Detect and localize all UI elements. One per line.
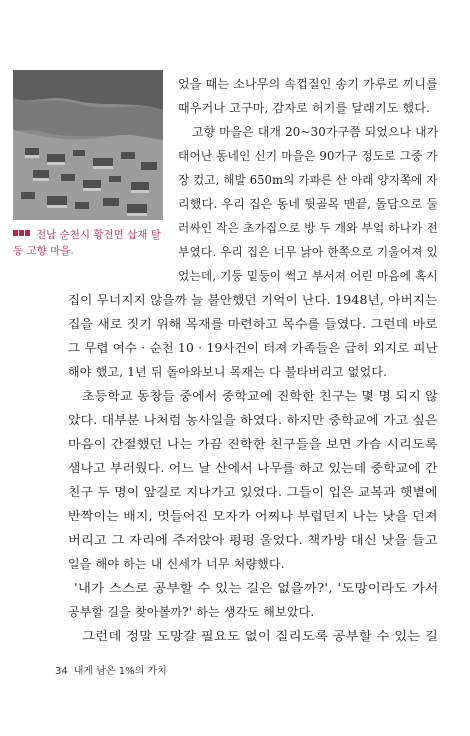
text-line: 공부할 길을 찾아볼까?' 하는 생각도 해보았다.: [68, 605, 315, 619]
text-line: 반짝이는 배지, 멋들어진 모자가 어찌나 부럽던지 나는 낫을 던져: [68, 509, 438, 523]
page-footer: [55, 662, 173, 677]
text-line: 장 컸고, 해발 650m의 가파른 산 아래 양지쪽에 자: [178, 173, 438, 187]
text-line: 었을 때는 소나무의 속껍질인 송기 가루로 끼니를: [178, 77, 438, 91]
text-line: 고향 마을은 대개 20~30가구쯤 되었으나 내가: [192, 125, 439, 139]
text-line: 집이 무너지지 않을까 늘 불안했던 기억이 난다. 1948년, 아버지는: [68, 293, 438, 307]
text-line: 초등학교 동창들 중에서 중학교에 진학한 친구는 몇 명 되지 않: [82, 389, 438, 403]
text-line: 해야 했고, 1년 뒤 돌아와보니 목재는 다 불타버리고 없었다.: [68, 365, 388, 379]
text-line: 그런데 정말 도망갈 필요도 없이 질리도록 공부할 수 있는 길: [82, 629, 439, 643]
text-line: 때우거나 고구마, 감자로 허기를 달래기도 했다.: [178, 101, 431, 115]
text-line: 샘나고 부러웠다. 어느 날 산에서 나무를 하고 있는데 중학교에 간: [68, 461, 438, 475]
text-line: 친구 두 명이 앞길로 지나가고 있었다. 그들이 입은 교복과 햇볕에: [68, 485, 438, 499]
text-line: 리했다. 우리 집은 동네 뒷골목 맨끝, 돌담으로 둘: [178, 197, 439, 211]
text-line: 마음이 간절했던 나는 가끔 진학한 친구들을 보면 가슴 시리도록: [68, 437, 438, 451]
text-line: 러싸인 작은 초가집으로 방 두 개와 부엌 하나가 전: [178, 221, 438, 235]
text-line: 부였다. 우리 집은 너무 낡아 한쪽으로 기울어져 있: [178, 245, 438, 259]
text-line: 버리고 그 자리에 주저앉아 펑펑 울었다. 책가방 대신 낫을 들고: [68, 533, 438, 547]
text-line: 집을 새로 짓기 위해 목재를 마련하고 목수를 들였다. 그런데 바로: [68, 317, 438, 331]
text-line: 일을 해야 하는 내 신세가 너무 처량했다.: [68, 557, 285, 571]
text-line: 었는데, 기둥 밑둥이 썩고 부서져 어린 마음에 혹시: [178, 269, 438, 283]
text-line: 태어난 동네인 신기 마을은 90가구 정도로 그중 가: [178, 149, 438, 163]
text-line: 았다. 대부분 나처럼 농사일을 하였다. 하지만 중학교에 가고 싶은: [68, 413, 438, 427]
page-number: 34: [55, 666, 68, 677]
text-line: 그 무렵 여수 · 순천 10 · 19사건이 터져 가족들은 급히 외지로 피난: [68, 341, 438, 355]
book-title: 내게 남은 1%의 가치: [73, 666, 167, 677]
text-line: '내가 스스로 공부할 수 있는 길은 없을까?', '도망이라도 가서: [74, 581, 439, 595]
photo-caption-text: 전남 순천시 황전면 삽재 탈동 고향 마을.: [13, 229, 161, 257]
